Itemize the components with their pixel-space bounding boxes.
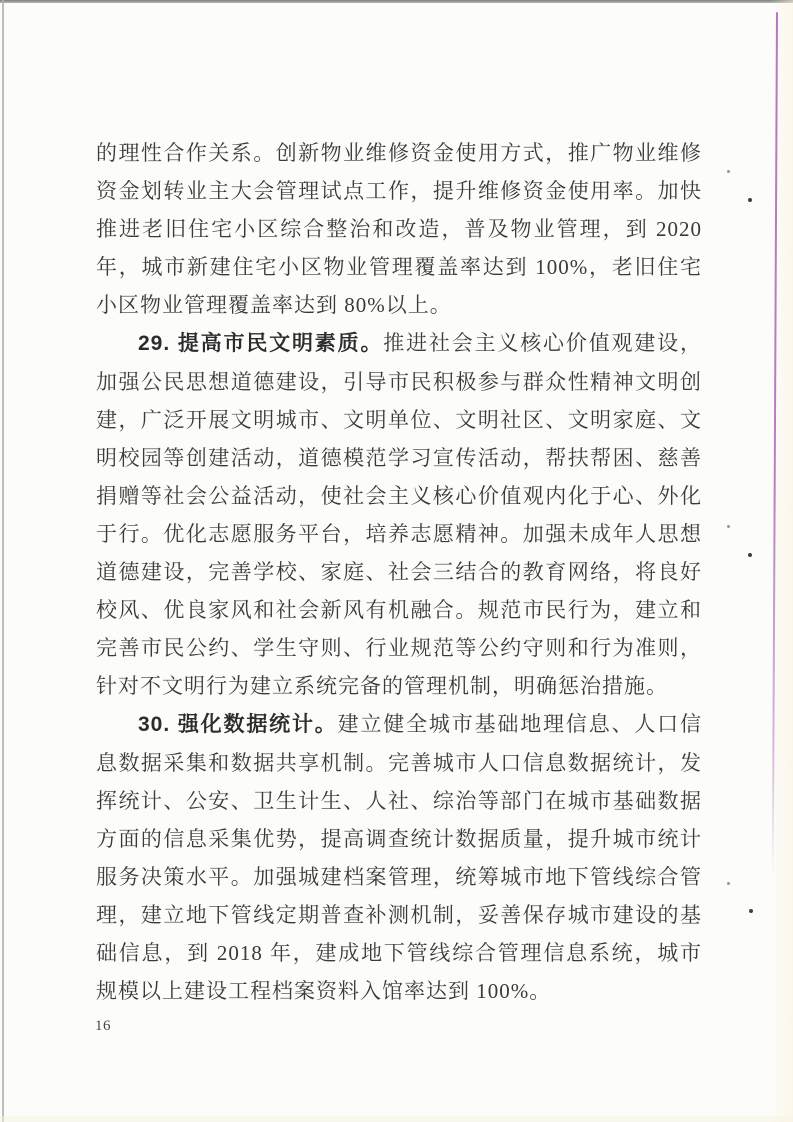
scan-edge-top (0, 0, 793, 3)
scan-speck (727, 525, 730, 528)
paragraph-30-heading: 30. 强化数据统计。 (138, 713, 338, 736)
paragraph-30-text: 建立健全城市基础地理信息、人口信息数据采集和数据共享机制。完善城市人口信息数据统计，发挥统计、公安、卫生计生、人社、综治等部门在城市基础数据方面的信息采集优势，提高调查统计数据质量，提升城市统计服务决策水平。加强城建档案管理，统筹城市地下管线综合管理，建立地下管线定期普查补测机制，妥善保存城市建设的基础信息，到 2018 年，建成地下管线综合管理信息系统，城市规模以上建设工程档案资料入馆率达到 100%。 (96, 712, 702, 1003)
scan-speck (727, 170, 730, 173)
paragraph-30 (96, 705, 702, 1010)
scan-speck (748, 553, 752, 557)
paragraph-29-text: 推进社会主义核心价值观建设，加强公民思想道德建设，引导市民积极参与群众性精神文明创建，广泛开展文明城市、文明单位、文明社区、文明家庭、文明校园等创建活动，道德模范学习宣传活动，帮扶帮困、慈善捐赠等社会公益活动，使社会主义核心价值观内化于心、外化于行。优化志愿服务平台，培养志愿精神。加强未成年人思想道德建设，完善学校、家庭、社会三结合的教育网络，将良好校风、优良家风和社会新风有机融合。规范市民行为，建立和完善市民公约、学生守则、行业规范等公约守则和行为准则，针对不文明行为建立系统完备的管理机制，明确惩治措施。 (96, 331, 703, 698)
paragraph-29 (96, 324, 702, 705)
scan-edge-bottom (0, 1116, 793, 1122)
scan-speck (749, 909, 753, 913)
paragraph-29-heading: 29. 提高市民文明素质。 (138, 332, 384, 355)
document-body (96, 134, 702, 1010)
scan-speck (748, 198, 752, 202)
scan-edge-left (2, 0, 4, 1122)
scan-speck (727, 882, 730, 885)
page-number: 16 (95, 1018, 111, 1034)
paragraph-continuation: 的理性合作关系。创新物业维修资金使用方式，推广物业维修资金划转业主大会管理试点工作，提升维修资金使用率。加快推进老旧住宅小区综合整治和改造，普及物业管理，到 2020 年，城市新建住宅小区物业管理覆盖率达到 100%，老旧住宅小区物业管理覆盖率达到 80%以上。 (96, 141, 702, 317)
